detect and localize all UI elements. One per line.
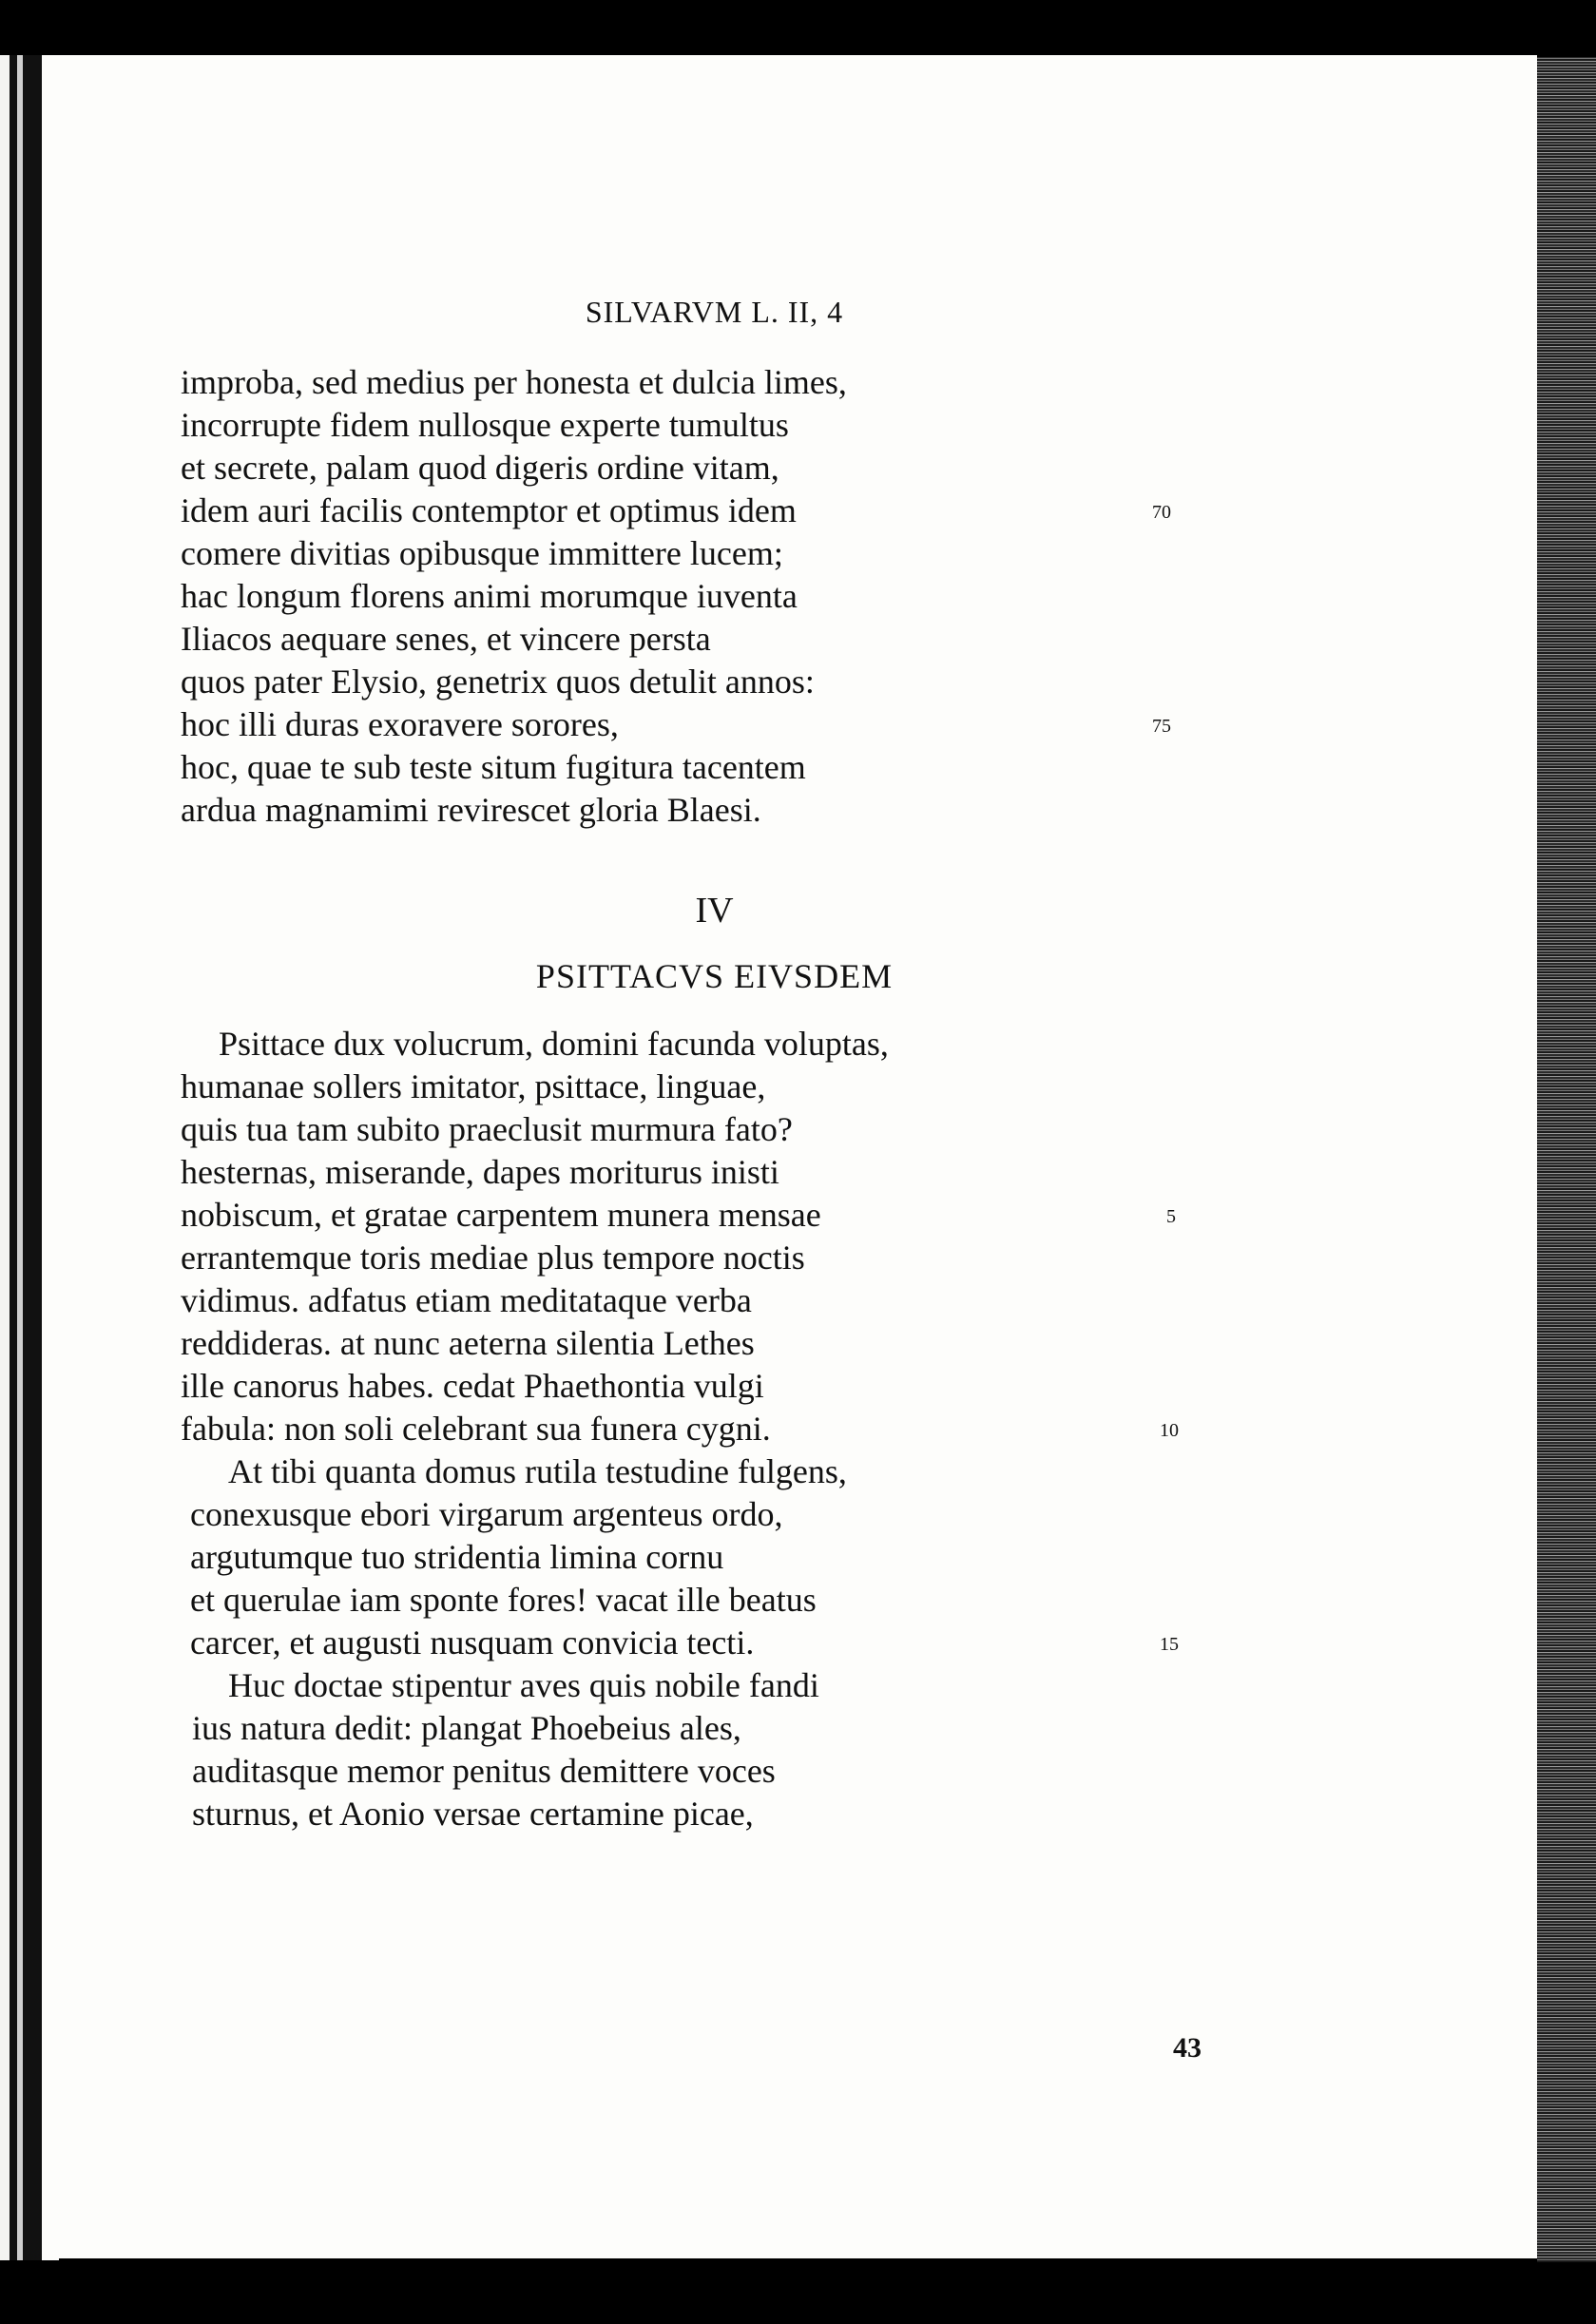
verse-line: ardua magnamimi revirescet gloria Blaesi.: [181, 791, 761, 829]
book-page: [59, 55, 1537, 2258]
verse-line: sturnus, et Aonio versae certamine picae,: [192, 1795, 754, 1833]
verse-line: auditasque memor penitus demittere voces: [192, 1752, 776, 1790]
page-number: 43: [1173, 2032, 1202, 2064]
book-binding-edge: [0, 55, 59, 2260]
verse-line: ille canorus habes. cedat Phaethontia vulgi: [181, 1367, 764, 1405]
verse-line: conexusque ebori virgarum argenteus ordo,: [190, 1495, 783, 1533]
verse-line: reddideras. at nunc aeterna silentia Lethes: [181, 1324, 755, 1362]
poem-title: PSITTACVS EIVSDEM: [535, 957, 894, 995]
verse-line: carcer, et augusti nusquam convicia tecti.: [190, 1623, 755, 1661]
verse-line: hoc, quae te sub teste situm fugitura tacentem: [181, 748, 806, 786]
verse-line: fabula: non soli celebrant sua funera cygni.: [181, 1410, 771, 1448]
line-number: 70: [1152, 502, 1171, 523]
verse-line: comere divitias opibusque immittere lucem;: [181, 534, 783, 572]
verse-line: argutumque tuo stridentia limina cornu: [190, 1538, 724, 1576]
verse-line: humanae sollers imitator, psittace, linguae,: [181, 1067, 766, 1105]
verse-line: et querulae iam sponte fores! vacat ille beatus: [190, 1581, 817, 1619]
verse-line: Iliacos aequare senes, et vincere persta: [181, 620, 711, 658]
verse-line: idem auri facilis contemptor et optimus idem: [181, 491, 797, 529]
verse-line: hesternas, miserande, dapes moriturus inisti: [181, 1153, 779, 1191]
verse-line: hoc illi duras exoravere sorores,: [181, 705, 619, 743]
line-number: 15: [1160, 1634, 1179, 1655]
verse-line: Huc doctae stipentur aves quis nobile fandi: [228, 1666, 819, 1704]
verse-line: Psittace dux volucrum, domini facunda voluptas,: [219, 1025, 889, 1063]
verse-line: nobiscum, et gratae carpentem munera mensae: [181, 1196, 821, 1234]
line-number: 10: [1160, 1420, 1179, 1441]
verse-line: quos pater Elysio, genetrix quos detulit annos:: [181, 663, 815, 701]
running-head: SILVARVM L. II, 4: [585, 295, 844, 329]
verse-line: errantemque toris mediae plus tempore noctis: [181, 1239, 805, 1277]
verse-line: At tibi quanta domus rutila testudine fulgens,: [228, 1452, 847, 1490]
verse-line: quis tua tam subito praeclusit murmura fato?: [181, 1110, 793, 1148]
line-number: 75: [1152, 716, 1171, 737]
verse-line: hac longum florens animi morumque iuventa: [181, 577, 798, 615]
page-stack-edge: [1537, 57, 1596, 2262]
verse-line: incorrupte fidem nullosque experte tumultus: [181, 406, 789, 444]
verse-line: vidimus. adfatus etiam meditataque verba: [181, 1281, 752, 1319]
verse-line: improba, sed medius per honesta et dulcia limes,: [181, 363, 847, 401]
verse-line: ius natura dedit: plangat Phoebeius ales,: [192, 1709, 741, 1747]
verse-line: et secrete, palam quod digeris ordine vitam,: [181, 449, 779, 487]
line-number: 5: [1166, 1206, 1176, 1227]
poem-number: IV: [695, 891, 734, 931]
